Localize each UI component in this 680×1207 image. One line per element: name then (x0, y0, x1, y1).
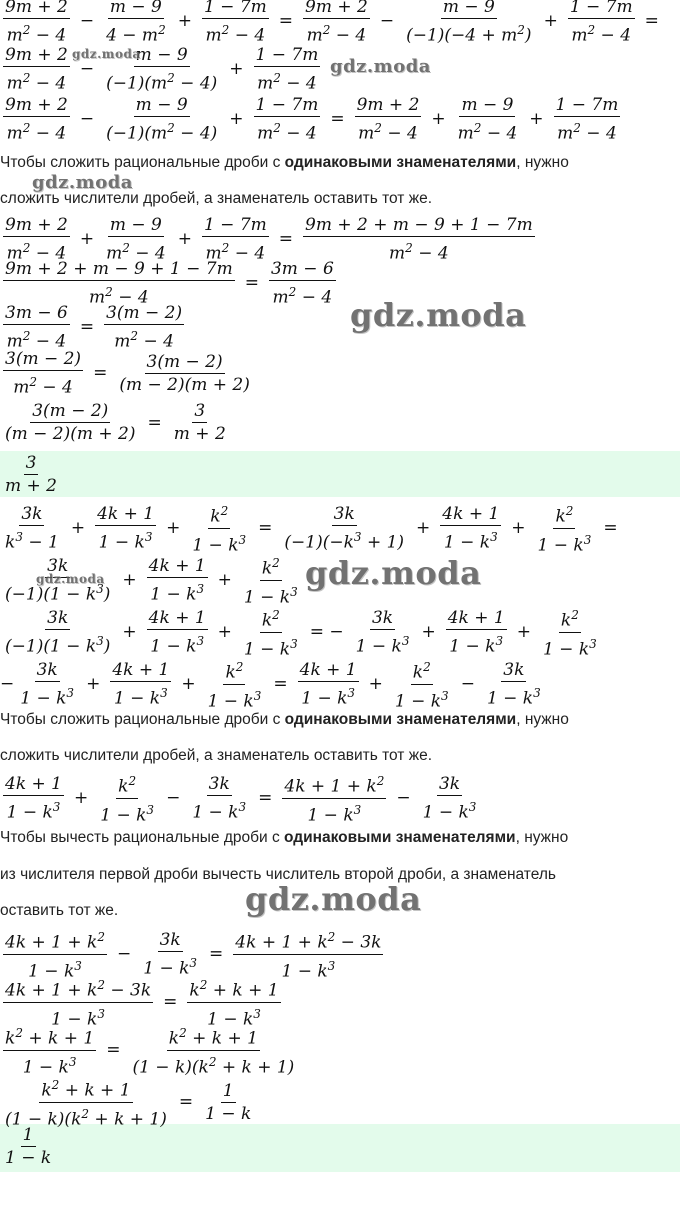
fraction-numerator: 3 (194, 401, 206, 421)
equation-row (0, 1022, 299, 1078)
fraction-denominator: $1 - k^3$ (51, 1006, 105, 1030)
fraction-numerator: 4k + 1 (148, 607, 206, 628)
fraction-numerator: 3k (503, 659, 525, 680)
fraction-denominator: $m^2 - 4$ (13, 375, 73, 398)
fraction-numerator: 3m − 6 (5, 303, 68, 323)
fraction-numerator: 3m − 6 (270, 259, 334, 279)
fraction-numerator: 9m + 2 (5, 215, 68, 235)
fraction-denominator: $1 - k^3$ (486, 685, 541, 709)
fraction-denominator: $1 - k^3$ (449, 633, 504, 657)
fraction (3, 94, 70, 145)
math-operator: + (177, 11, 192, 32)
fraction-denominator: $m^2 - 4$ (114, 329, 174, 352)
fraction-denominator: (m − 2)(m + 2) (119, 374, 250, 395)
fraction (355, 94, 422, 145)
math-operator: + (368, 674, 383, 695)
fraction-numerator: 3(m − 2) (106, 303, 183, 323)
math-operator: + (122, 570, 137, 591)
fraction-numerator: 4k + 1 (5, 773, 62, 794)
fraction-denominator: $m^2 - 4$ (89, 285, 149, 308)
fraction-numerator: m − 9 (135, 45, 188, 65)
fraction-denominator: $m^2 - 4$ (205, 241, 266, 264)
fraction-denominator: $1 - k^3$ (150, 581, 205, 605)
fraction-numerator: $k^2$ (553, 500, 575, 529)
fraction-numerator: 3k (47, 607, 69, 628)
fraction-denominator: $1 - k^3$ (307, 802, 362, 826)
watermark: gdz.moda (305, 554, 482, 592)
equation-row (0, 1074, 256, 1130)
fraction-denominator: $1 - k^3$ (20, 685, 75, 709)
fraction-denominator: $m^2 - 4$ (257, 71, 317, 94)
fraction (541, 604, 599, 660)
math-operator: = (106, 1040, 121, 1061)
fraction (95, 503, 156, 554)
fraction (202, 0, 269, 47)
math-operator: = (258, 788, 273, 809)
fraction-denominator: $(1 - k)(k^2 + k + 1)$ (5, 1106, 167, 1130)
fraction (203, 1080, 253, 1125)
answer-highlight-1 (0, 451, 680, 497)
equation-row (0, 0, 666, 47)
emphasis: одинаковыми знаменателями (284, 711, 517, 728)
fraction-numerator: 3(m − 2) (32, 401, 109, 421)
fraction-denominator: $m^2 - 4$ (6, 23, 67, 46)
fraction-denominator: $(-1)(1 - k^3)$ (5, 633, 111, 657)
fraction-numerator: m − 9 (441, 0, 497, 19)
equation-row (0, 302, 187, 353)
fraction (269, 258, 336, 309)
fraction (3, 302, 70, 353)
fraction-numerator: $k^2$ (559, 604, 581, 633)
math-operator: − (79, 11, 95, 32)
fraction-denominator: $1 - k^3$ (113, 685, 168, 709)
fraction-numerator: $4k + 1 + k^2 - 3k$ (3, 974, 153, 1003)
fraction (254, 94, 321, 145)
fraction-denominator: $1 - k^3$ (207, 1006, 261, 1030)
fraction-numerator: m − 9 (461, 95, 514, 115)
math-operator: − (79, 59, 95, 80)
fraction-numerator: 9m + 2 (5, 45, 68, 65)
fraction-denominator: $1 - k^3$ (192, 532, 247, 556)
math-operator: = (163, 992, 178, 1013)
math-operator: + (529, 109, 544, 130)
math-operator: + (70, 518, 86, 539)
equation-row (0, 94, 623, 145)
fraction-denominator: $1 - k^3$ (28, 958, 82, 982)
fraction-numerator: 4k + 1 (442, 503, 500, 524)
fraction-denominator: $(-1)(-4 + m^2)$ (406, 23, 532, 46)
math-operator: − (79, 109, 95, 130)
fraction-numerator: 3k (36, 659, 58, 680)
fraction (404, 0, 533, 47)
fraction-numerator: 4k + 1 (447, 607, 505, 628)
fraction (18, 659, 76, 710)
fraction-denominator: $m^2 - 4$ (106, 241, 166, 264)
fraction-numerator: 4k + 1 (148, 555, 206, 576)
fraction-numerator: 1 − 7m (568, 0, 635, 19)
fraction-numerator: 4k + 1 (97, 503, 155, 524)
fraction-denominator: $1 - k^3$ (542, 636, 597, 660)
equation-row (0, 656, 546, 712)
fraction (282, 503, 406, 554)
watermark: gdz.moda (32, 172, 133, 193)
math-operator: − (396, 788, 411, 809)
equation-row (0, 348, 255, 399)
fraction-denominator: 1 − k (205, 1103, 252, 1124)
fraction-denominator: 1 − k (5, 1148, 52, 1168)
fraction-numerator: $k^2$ (208, 500, 230, 529)
fraction-numerator: $4k + 1 + k^2$ (3, 926, 107, 955)
fraction-numerator: 3k (208, 773, 230, 794)
fraction-numerator: 1 − 7m (255, 45, 319, 65)
fraction (141, 929, 199, 980)
fraction-denominator: $m^2 - 4$ (6, 241, 67, 264)
math-operator: + (79, 229, 95, 250)
math-operator: + (543, 11, 558, 32)
fraction-denominator: $1 - k^3$ (22, 1054, 77, 1078)
fraction-denominator: $1 - k^3$ (143, 955, 198, 979)
explanation-text: Чтобы сложить рациональные дроби с одинаковыми знаменателями, нужно (0, 154, 569, 171)
fraction-numerator: 3k (47, 555, 69, 576)
fraction-denominator: $(1 - k)(k^2 + k + 1)$ (132, 1054, 295, 1078)
math-operator: + (122, 622, 137, 643)
watermark: gdz.moda (330, 56, 431, 77)
fraction-denominator: $1 - k^3$ (243, 636, 298, 660)
math-operator: = (79, 317, 95, 338)
math-operator: + (217, 622, 232, 643)
fraction (254, 44, 321, 95)
fraction-numerator: 4k + 1 (299, 659, 357, 680)
fraction (3, 773, 64, 824)
fraction-numerator: $k^2 + k + 1$ (187, 974, 280, 1003)
math-operator: = − (309, 622, 344, 643)
math-operator: + (516, 622, 531, 643)
fraction-numerator: 3(m − 2) (5, 349, 82, 369)
fraction (440, 503, 501, 554)
math-operator: + (181, 674, 196, 695)
math-operator: = (178, 1092, 194, 1113)
fraction (282, 770, 386, 826)
fraction-numerator: 3 (25, 453, 37, 473)
fraction-denominator: $m^2 - 4$ (6, 71, 67, 94)
fraction-numerator: $k^2$ (411, 656, 433, 685)
fraction-numerator: m − 9 (109, 215, 162, 235)
fraction-numerator: 3k (371, 607, 394, 628)
fraction (485, 659, 543, 710)
fraction-denominator: $1 - k^3$ (537, 532, 592, 556)
fraction-denominator: $m^2 - 4$ (6, 121, 67, 144)
fraction (172, 400, 228, 445)
fraction-denominator: $1 - k^3$ (243, 584, 298, 608)
fraction-numerator: 9m + 2 (356, 95, 420, 115)
fraction (130, 1022, 296, 1078)
fraction-denominator: $1 - k^3$ (422, 799, 477, 823)
fraction-numerator: 3k (333, 503, 355, 524)
watermark: gdz.moda (245, 880, 422, 918)
fraction-numerator: $k^2 + k + 1$ (3, 1022, 96, 1051)
math-operator: + (431, 109, 446, 130)
explanation-text: сложить числители дробей, а знаменатель оставить тот же. (0, 747, 433, 764)
fraction-numerator: 3k (159, 929, 181, 950)
fraction (303, 0, 370, 47)
fraction-numerator: 9m + 2 + m − 9 + 1 − 7m (5, 259, 233, 279)
emphasis: одинаковыми знаменателями (284, 829, 516, 846)
fraction (536, 500, 594, 556)
fraction-denominator: $1 - k^3$ (207, 688, 262, 712)
fraction-denominator: $1 - k^3$ (6, 799, 61, 823)
fraction (3, 607, 112, 658)
fraction-denominator: $1 - k^3$ (100, 802, 155, 826)
math-operator: − (166, 788, 181, 809)
fraction-denominator: $1 - k^3$ (394, 688, 449, 712)
math-operator: = (278, 229, 294, 250)
fraction (3, 1074, 169, 1130)
explanation-text: сложить числители дробей, а знаменатель оставить тот же. (0, 190, 433, 207)
fraction-numerator: $k^2 + k + 1$ (39, 1074, 132, 1103)
fraction-denominator: $m^2 - 4$ (257, 121, 317, 144)
math-operator: + (416, 518, 431, 539)
fraction (104, 0, 168, 47)
fraction (3, 400, 138, 445)
explanation-text: из числителя первой дроби вычесть числитель второй дроби, а знаменатель (0, 866, 556, 883)
fraction-denominator: $1 - k^3$ (355, 633, 410, 657)
fraction (446, 607, 507, 658)
math-operator: = (603, 518, 618, 539)
explanation-text: оставить тот же. (0, 902, 119, 919)
fraction (104, 94, 219, 145)
fraction-denominator: $m^2 - 4$ (306, 23, 367, 46)
math-operator: − (0, 674, 15, 695)
math-operator: + (229, 59, 244, 80)
fraction-denominator: $(-1)(-k^3 + 1)$ (284, 529, 405, 553)
fraction-numerator: 3(m − 2) (146, 351, 223, 372)
fraction-numerator: 9m + 2 + m − 9 + 1 − 7m (305, 215, 533, 235)
equation-row (0, 604, 602, 660)
math-operator: = (244, 273, 259, 294)
answer-highlight-2 (0, 1124, 680, 1172)
math-operator: = (330, 109, 345, 130)
fraction-denominator: $1 - k^3$ (443, 529, 498, 553)
math-operator: + (74, 788, 89, 809)
fraction (3, 503, 61, 554)
emphasis: одинаковыми знаменателями (284, 154, 517, 171)
fraction-denominator: m + 2 (5, 476, 57, 496)
fraction-denominator: $m^2 - 4$ (205, 23, 266, 46)
math-operator: + (177, 229, 192, 250)
fraction-numerator: 1 (222, 1080, 234, 1101)
fraction-denominator: $1 - k^3$ (150, 633, 205, 657)
fraction-numerator: 9m + 2 (303, 0, 370, 19)
fraction (393, 656, 451, 712)
fraction-denominator: $(-1)(1 - k^3)$ (5, 581, 111, 605)
math-operator: = (278, 11, 294, 32)
fraction-denominator: $(-1)(m^2 - 4)$ (106, 71, 218, 94)
math-operator: = (273, 674, 288, 695)
fraction (298, 659, 359, 710)
fraction (554, 94, 621, 145)
watermark: gdz.moda (72, 47, 141, 61)
fraction (147, 607, 208, 658)
fraction-denominator: $m^2 - 4$ (571, 23, 632, 46)
fraction-numerator: 3k (438, 773, 461, 794)
fraction (206, 656, 264, 712)
fraction-numerator: m − 9 (135, 95, 188, 115)
math-operator: − (379, 11, 395, 32)
fraction (3, 0, 70, 47)
fraction (242, 552, 300, 608)
fraction-denominator: m + 2 (173, 424, 226, 444)
math-operator: = (258, 518, 273, 539)
equation-row (0, 500, 625, 556)
fraction-denominator: $1 - k^3$ (98, 529, 153, 553)
fraction-numerator: 1 − 7m (202, 0, 269, 19)
fraction-numerator: 4k + 1 (112, 659, 170, 680)
fraction-denominator: $1 - k^3$ (192, 799, 247, 823)
fraction-denominator: $m^2 - 4$ (557, 121, 617, 144)
fraction-numerator: $k^2$ (223, 656, 245, 685)
fraction-numerator: $4k + 1 + k^2$ (282, 770, 386, 799)
math-operator: + (421, 622, 436, 643)
fraction-numerator: 3k (21, 503, 43, 524)
fraction-numerator: $k^2$ (260, 604, 282, 633)
fraction-denominator: $1 - k^3$ (281, 958, 336, 982)
equation-row (0, 44, 323, 95)
fraction (3, 348, 83, 399)
fraction-denominator: (m − 2)(m + 2) (5, 424, 136, 444)
math-operator: + (86, 674, 101, 695)
fraction-numerator: 1 − 7m (255, 95, 319, 115)
fraction (98, 770, 156, 826)
fraction (421, 773, 479, 824)
fraction-denominator: $m^2 - 4$ (358, 121, 418, 144)
fraction (242, 604, 300, 660)
fraction-denominator: $k^3 - 1$ (5, 529, 59, 553)
math-operator: + (166, 518, 181, 539)
fraction (147, 555, 208, 606)
math-operator: + (217, 570, 232, 591)
fraction-numerator: $k^2$ (116, 770, 138, 799)
watermark: gdz.moda (36, 572, 105, 586)
math-operator: + (511, 518, 526, 539)
watermark: gdz.moda (350, 296, 527, 334)
fraction-numerator: 1 − 7m (203, 215, 267, 235)
fraction (190, 500, 248, 556)
math-operator: + (229, 109, 244, 130)
fraction (568, 0, 635, 47)
fraction (104, 302, 184, 353)
math-operator: = (209, 944, 224, 965)
fraction-numerator: $4k + 1 + k^2 - 3k$ (233, 926, 383, 955)
fraction-denominator: $m^2 - 4$ (389, 241, 449, 264)
fraction (3, 44, 70, 95)
fraction (354, 607, 412, 658)
fraction (3, 452, 59, 497)
fraction-numerator: $k^2$ (260, 552, 282, 581)
fraction (110, 659, 171, 710)
fraction-numerator: 1 (22, 1125, 34, 1145)
fraction-denominator: $1 - k^3$ (301, 685, 356, 709)
math-operator: = (147, 412, 162, 433)
equation-row (0, 770, 481, 826)
fraction-numerator: 1 − 7m (555, 95, 619, 115)
explanation-text: Чтобы сложить рациональные дроби с одинаковыми знаменателями, нужно (0, 711, 569, 728)
answer-fraction (0, 452, 62, 497)
fraction-denominator: $m^2 - 4$ (272, 285, 333, 308)
fraction (3, 1022, 96, 1078)
math-operator: = (644, 11, 659, 32)
fraction-denominator: $m^2 - 4$ (457, 121, 518, 144)
fraction (190, 773, 248, 824)
answer-fraction (0, 1124, 56, 1169)
fraction (3, 1124, 53, 1169)
fraction-numerator: 9m + 2 (3, 0, 70, 19)
fraction (456, 94, 520, 145)
fraction (117, 351, 252, 396)
fraction-numerator: m − 9 (108, 0, 164, 19)
fraction-denominator: $(-1)(m^2 - 4)$ (106, 121, 218, 144)
math-operator: − (116, 944, 132, 965)
math-operator: = (93, 363, 108, 384)
fraction-numerator: 9m + 2 (5, 95, 68, 115)
fraction-denominator: $4 - m^2$ (106, 23, 166, 46)
fraction-numerator: $k^2 + k + 1$ (167, 1022, 260, 1051)
explanation-text: Чтобы вычесть рациональные дроби с одинаковыми знаменателями, нужно (0, 829, 569, 846)
math-operator: − (460, 674, 475, 695)
equation-row (0, 400, 231, 445)
fraction-denominator: $m^2 - 4$ (6, 329, 67, 352)
